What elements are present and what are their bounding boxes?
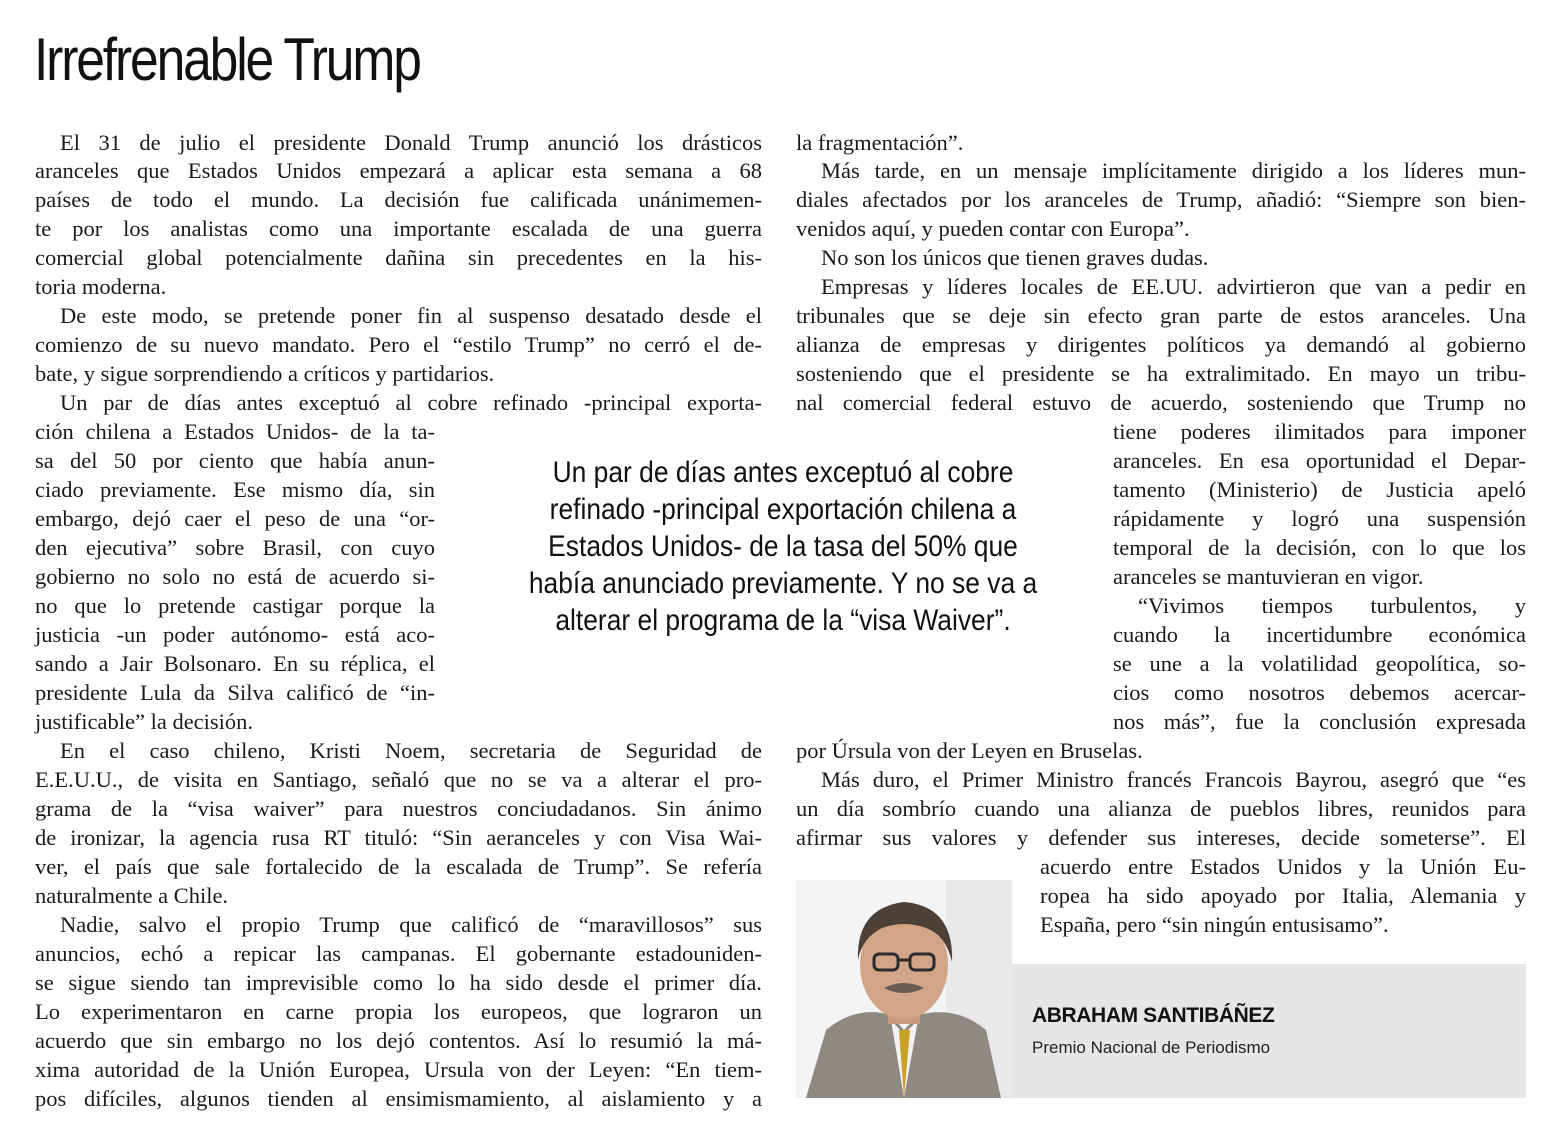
text-line: Empresas y líderes locales de EE.UU. advirtieron que van a pedir en <box>821 274 1526 299</box>
pull-quote-line: refinado -principal exportación chilena a <box>549 493 1017 526</box>
text-line: España, pero “sin ningún entusisamo”. <box>1040 912 1389 937</box>
text-line: sa del 50 por ciento que había anun- <box>35 448 435 473</box>
text-line: pos difíciles, algunos tienden al ensimismamiento, al aislamiento y a <box>35 1086 762 1111</box>
text-line: cios como nosotros debemos acercar- <box>1113 680 1526 705</box>
text-line: de ironizar, la agencia rusa RT tituló: “Sin aeranceles y con Visa Wai- <box>35 825 762 850</box>
text-line: De este modo, se pretende poner fin al suspenso desatado desde el <box>60 303 762 328</box>
text-line: No son los únicos que tienen graves dudas. <box>821 245 1209 270</box>
author-photo <box>796 880 1012 1098</box>
text-line: acuerdo que sin embargo no los dejó contentos. Así lo resumió la má- <box>35 1028 762 1053</box>
author-name: ABRAHAM SANTIBÁÑEZ <box>1032 1004 1275 1027</box>
text-line: se sigue siendo tan imprevisible como lo ha sido desde el primer día. <box>35 970 762 995</box>
text-line: Nadie, salvo el propio Trump que calificó de “maravillosos” sus <box>60 912 762 937</box>
text-line: se une a la volatilidad geopolítica, so- <box>1113 651 1526 676</box>
text-line: El 31 de julio el presidente Donald Trump anunció los drásticos <box>60 130 762 155</box>
text-line: comercial global potencialmente dañina sin precedentes en la his- <box>35 245 762 270</box>
author-portrait-icon <box>796 880 1012 1098</box>
text-line: Más duro, el Primer Ministro francés Francois Bayrou, asegró que “es <box>821 767 1526 792</box>
text-line: gobierno no solo no está de acuerdo si- <box>35 564 435 589</box>
text-line: comienzo de su nuevo mandato. Pero el “estilo Trump” no cerró el de- <box>35 332 762 357</box>
text-line: justificable” la decisión. <box>35 709 254 734</box>
author-role: Premio Nacional de Periodismo <box>1032 1038 1271 1057</box>
text-line: xima autoridad de la Unión Europea, Ursula von der Leyen: “En tiem- <box>35 1057 762 1082</box>
text-line: sando a Jair Bolsonaro. En su réplica, el <box>35 651 435 676</box>
text-line: sosteniendo que el presidente se ha extralimitado. En mayo un tribu- <box>796 361 1526 386</box>
text-line: acuerdo entre Estados Unidos y la Unión Eu- <box>1040 854 1526 879</box>
text-line: En el caso chileno, Kristi Noem, secretaria de Seguridad de <box>60 738 762 763</box>
text-line: aranceles que Estados Unidos empezará a aplicar esta semana a 68 <box>35 158 762 183</box>
text-line: ciado previamente. Ese mismo día, sin <box>35 477 435 502</box>
text-line: alianza de empresas y dirigentes políticos ya demandó al gobierno <box>796 332 1526 357</box>
text-line: aranceles se mantuvieran en vigor. <box>1113 564 1424 589</box>
text-line: presidente Lula da Silva calificó de “in- <box>35 680 435 705</box>
text-line: tiene poderes ilimitados para imponer <box>1113 419 1526 444</box>
text-line: venidos aquí, y pueden contar con Europa”. <box>796 216 1190 241</box>
pull-quote-line: alterar el programa de la “visa Waiver”. <box>555 604 1011 637</box>
text-line: den ejecutiva” sobre Brasil, con cuyo <box>35 535 435 560</box>
text-line: Lo experimentaron en carne propia los europeos, que lograron un <box>35 999 762 1024</box>
pull-quote-line: Un par de días antes exceptuó al cobre <box>552 456 1014 489</box>
text-line: un día sombrío cuando una alianza de pueblos libres, reunidos para <box>796 796 1526 821</box>
headline: Irrefrenable Trump <box>34 26 420 93</box>
text-line: embargo, dejó caer el peso de una “or- <box>35 506 435 531</box>
pull-quote-line: Estados Unidos- de la tasa del 50% que <box>548 530 1018 563</box>
text-line: por Úrsula von der Leyen en Bruselas. <box>796 738 1143 763</box>
text-line: te por los analistas como una importante escalada de una guerra <box>35 216 762 241</box>
text-line: justicia -un poder autónomo- está aco- <box>35 622 435 647</box>
text-line: no que lo pretende castigar porque la <box>35 593 435 618</box>
text-line: afirmar sus valores y defender sus intereses, decide someterse”. El <box>796 825 1526 850</box>
text-line: Un par de días antes exceptuó al cobre refinado -principal exporta- <box>60 390 762 415</box>
pull-quote-line: había anunciado previamente. Y no se va a <box>528 567 1038 600</box>
text-line: la fragmentación”. <box>796 130 964 155</box>
text-line: nos más”, fue la conclusión expresada <box>1113 709 1526 734</box>
text-line: Más tarde, en un mensaje implícitamente dirigido a los líderes mun- <box>821 158 1526 183</box>
text-line: diales afectados por los aranceles de Trump, añadió: “Siempre son bien- <box>796 187 1526 212</box>
text-line: nal comercial federal estuvo de acuerdo, sosteniendo que Trump no <box>796 390 1526 415</box>
text-line: grama de la “visa waiver” para nuestros conciudadanos. Sin ánimo <box>35 796 762 821</box>
text-line: temporal de la decisión, con lo que los <box>1113 535 1526 560</box>
text-line: cuando la incertidumbre económica <box>1113 622 1526 647</box>
text-line: aranceles. En esa oportunidad el Depar- <box>1113 448 1526 473</box>
pull-quote <box>480 454 1086 639</box>
text-line: bate, y sigue sorprendiendo a críticos y partidarios. <box>35 361 495 386</box>
text-line: toria moderna. <box>35 274 167 299</box>
text-line: E.E.U.U., de visita en Santiago, señaló que no se va a alterar el pro- <box>35 767 762 792</box>
text-line: anuncios, echó a repicar las campanas. El gobernante estadouniden- <box>35 941 762 966</box>
text-line: tamento (Ministerio) de Justicia apeló <box>1113 477 1526 502</box>
text-line: rápidamente y logró una suspensión <box>1113 506 1526 531</box>
text-line: ver, el país que sale fortalecido de la escalada de Trump”. Se refería <box>35 854 762 879</box>
text-line: tribunales que se deje sin efecto gran parte de estos aranceles. Una <box>796 303 1526 328</box>
text-line: “Vivimos tiempos turbulentos, y <box>1138 593 1526 618</box>
text-line: ción chilena a Estados Unidos- de la ta- <box>35 419 435 444</box>
text-line: naturalmente a Chile. <box>35 883 229 908</box>
text-line: ropea ha sido apoyado por Italia, Alemania y <box>1040 883 1526 908</box>
text-line: países de todo el mundo. La decisión fue calificada unánimemen- <box>35 187 762 212</box>
